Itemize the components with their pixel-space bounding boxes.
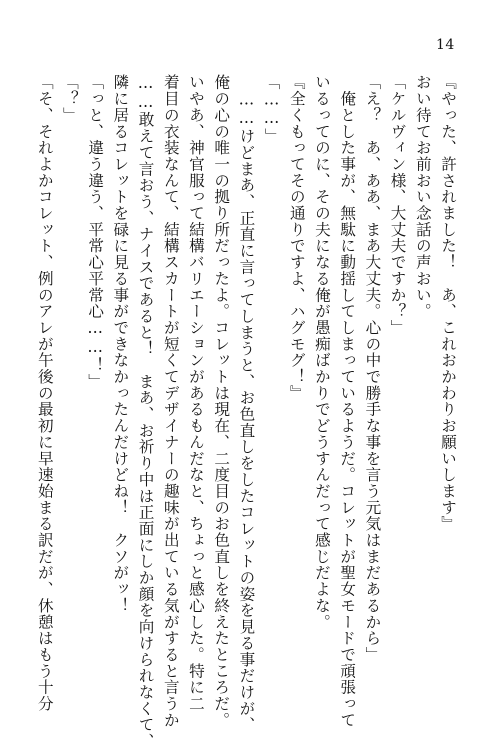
text-line: 「？」 — [60, 74, 79, 124]
vertical-text-body — [35, 74, 460, 749]
text-line: 「え？ あ、ああ、まあ大丈夫。心の中で勝手な事を言う元気はまだあるから」 — [363, 74, 382, 663]
text-line: 隣に居るコレットを碌に見る事ができなかったんだけどね！ クソがッ！ — [111, 74, 130, 614]
text-line: 「ケルヴィン様、大丈夫ですか？」 — [388, 74, 407, 336]
text-line: ……敢えて言おう、ナイスであると！ まあ、お祈り中は正面にしか顔を向けられなくて、 — [136, 74, 155, 749]
page-number: 14 — [436, 37, 455, 53]
text-line: 「……」 — [262, 74, 281, 145]
text-line: 『全くもってその通りですよ、ハグモグ！』 — [287, 74, 306, 401]
text-line: 俺の心の唯一の拠り所だったよ。コレットは現在、二度目のお色直しを終えたところだ。 — [212, 74, 231, 728]
text-line: 「っと、違う違う、平常心平常心……！」 — [86, 74, 105, 390]
text-line: いやあ、神官服って結構バリエーションがあるもんだなと、ちょっと感心した。特に二 — [186, 74, 205, 712]
text-line: ……けどまあ、正直に言ってしまうと、お色直しをしたコレットの姿を見る事だけが、 — [237, 74, 256, 733]
text-line: 『やった、許されました！ あ、これおかわりお願いします』 — [439, 74, 457, 532]
text-line: 「そ、それよかコレット、例のアレが午後の最初に早速始まる訳だが、休憩はもう十分 — [35, 74, 54, 712]
text-line: いるってのに、その夫になる俺が愚痴ばかりでどうすんだって感じだよな。 — [312, 74, 331, 630]
text-line: 俺とした事が、無駄に動揺してしまっているようだ。コレットが聖女モードで頑張って — [338, 74, 357, 728]
text-line: おい待てお前おい念話の声おい。 — [413, 74, 432, 320]
text-line: 着目の衣装なんて、結構スカートが短くてデザイナーの趣味が出ている気がすると言うか — [161, 74, 180, 728]
